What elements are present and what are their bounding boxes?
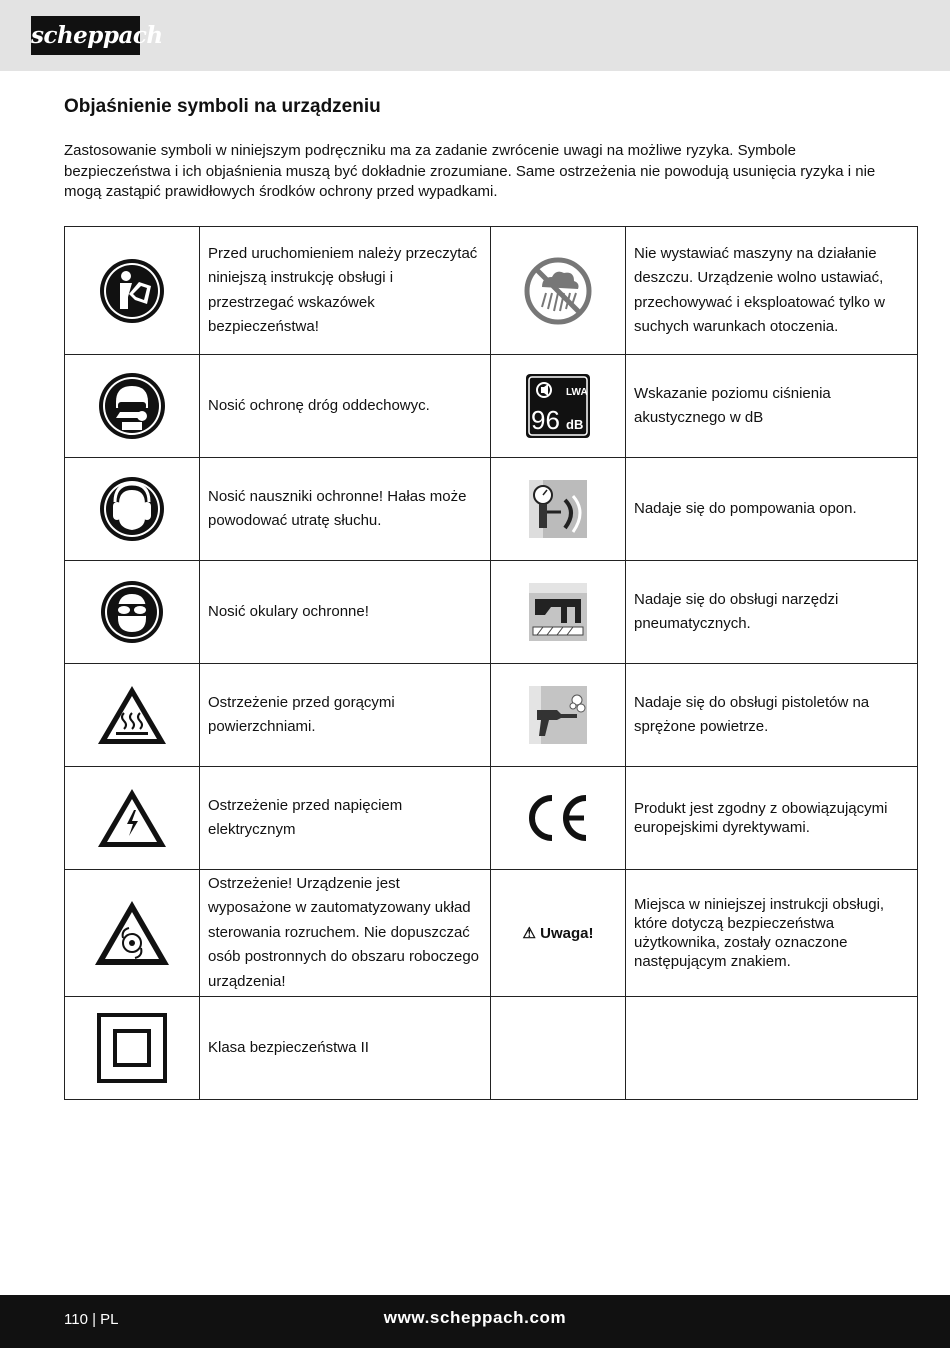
symbol-description: Klasa bezpieczeństwa II (200, 997, 491, 1100)
read-manual-icon (99, 258, 165, 324)
hot-surface-icon (96, 683, 168, 747)
class-ii-icon (97, 1013, 167, 1083)
svg-text:LWA: LWA (566, 387, 588, 398)
svg-text:dB: dB (566, 417, 584, 432)
symbol-description: Nosić okulary ochronne! (200, 561, 491, 664)
electric-warning-icon (96, 786, 168, 850)
symbol-description: Miejsca w niniejszej instrukcji obsługi, które dotyczą bezpieczeństwa użytkownika, zostały oznaczone następującym znakiem. (626, 870, 918, 997)
warning-label: ⚠ Uwaga! (522, 924, 594, 942)
symbol-description: Produkt jest zgodny z obowiązującymi europejskimi dyrektywami. (626, 767, 918, 870)
table-row (65, 870, 918, 997)
empty-cell (491, 997, 626, 1100)
symbol-description: Wskazanie poziomu ciśnienia akustycznego w dB (626, 355, 918, 458)
table-row (65, 458, 918, 561)
symbol-description: Przed uruchomieniem należy przeczytać niniejszą instrukcję obsługi i przestrzegać wskazówek bezpieczeństwa! (200, 227, 491, 355)
safety-goggles-icon (100, 580, 164, 644)
sound-level-icon (526, 374, 590, 438)
symbol-description: Ostrzeżenie przed napięciem elektrycznym (200, 767, 491, 870)
symbol-description: Nadaje się do obsługi narzędzi pneumatycznych. (626, 561, 918, 664)
symbol-cell (65, 355, 200, 458)
intro-paragraph: Zastosowanie symboli w niniejszym podręczniku ma za zadanie zwrócenie uwagi na możliwe ryzyka. Symbole bezpieczeństwa i ich objaśnienia muszą być dokładnie zrozumiane. Same ostrzeżenia nie powodują usunięcia ryzyka i nie mogą zastąpić prawidłowych środków ochrony przed wypadkami. (64, 142, 876, 200)
symbol-description: Nadaje się do pompowania opon. (626, 458, 918, 561)
symbol-cell (65, 870, 200, 997)
symbol-cell (65, 227, 200, 355)
symbol-description: Nadaje się do obsługi pistoletów na sprężone powietrze. (626, 664, 918, 767)
table-row (65, 561, 918, 664)
table-row (65, 664, 918, 767)
blow-gun-icon (529, 686, 587, 744)
symbol-cell (491, 355, 626, 458)
brand-logo: scheppach (31, 16, 140, 55)
tire-inflation-icon (529, 480, 587, 538)
page-title: Objaśnienie symboli na urządzeniu (64, 96, 381, 117)
symbol-cell (491, 227, 626, 355)
website-link[interactable]: www.scheppach.com (383, 1308, 567, 1327)
symbol-cell (65, 561, 200, 664)
symbol-description: Nosić nauszniki ochronne! Hałas może powodować utratę słuchu. (200, 458, 491, 561)
symbol-description: Ostrzeżenie! Urządzenie jest wyposażone w zautomatyzowany układ sterowania rozruchem. Nie dopuszczać osób postronnych do obszaru roboczego urządzenia! (200, 870, 491, 997)
symbol-cell (65, 458, 200, 561)
table-row (65, 355, 918, 458)
page-header (0, 0, 950, 71)
symbol-description: Ostrzeżenie przed gorącymi powierzchniami. (200, 664, 491, 767)
page-number: 110 | PL (64, 1311, 119, 1328)
symbol-cell (491, 870, 626, 997)
no-rain-icon (524, 257, 592, 325)
table-row (65, 227, 918, 355)
auto-start-warning-icon (93, 898, 171, 968)
table-row (65, 997, 918, 1100)
empty-cell (626, 997, 918, 1100)
symbol-cell (491, 561, 626, 664)
symbol-cell (491, 664, 626, 767)
nail-gun-icon (529, 583, 587, 641)
symbol-cell (491, 458, 626, 561)
symbol-description: Nie wystawiać maszyny na działanie deszczu. Urządzenie wolno ustawiać, przechowywać i eksploatować tylko w suchych warunkach otoczenia. (626, 227, 918, 355)
ear-protection-icon (99, 476, 165, 542)
respirator-icon (98, 372, 166, 440)
table-row (65, 767, 918, 870)
ce-mark-icon (524, 794, 592, 842)
symbols-table (64, 226, 918, 1100)
symbol-cell (65, 767, 200, 870)
symbol-description: Nosić ochronę dróg oddechowyc. (200, 355, 491, 458)
symbol-cell (491, 767, 626, 870)
page-footer (0, 1295, 950, 1348)
symbol-cell (65, 997, 200, 1100)
svg-text:96: 96 (531, 405, 560, 435)
symbol-cell (65, 664, 200, 767)
